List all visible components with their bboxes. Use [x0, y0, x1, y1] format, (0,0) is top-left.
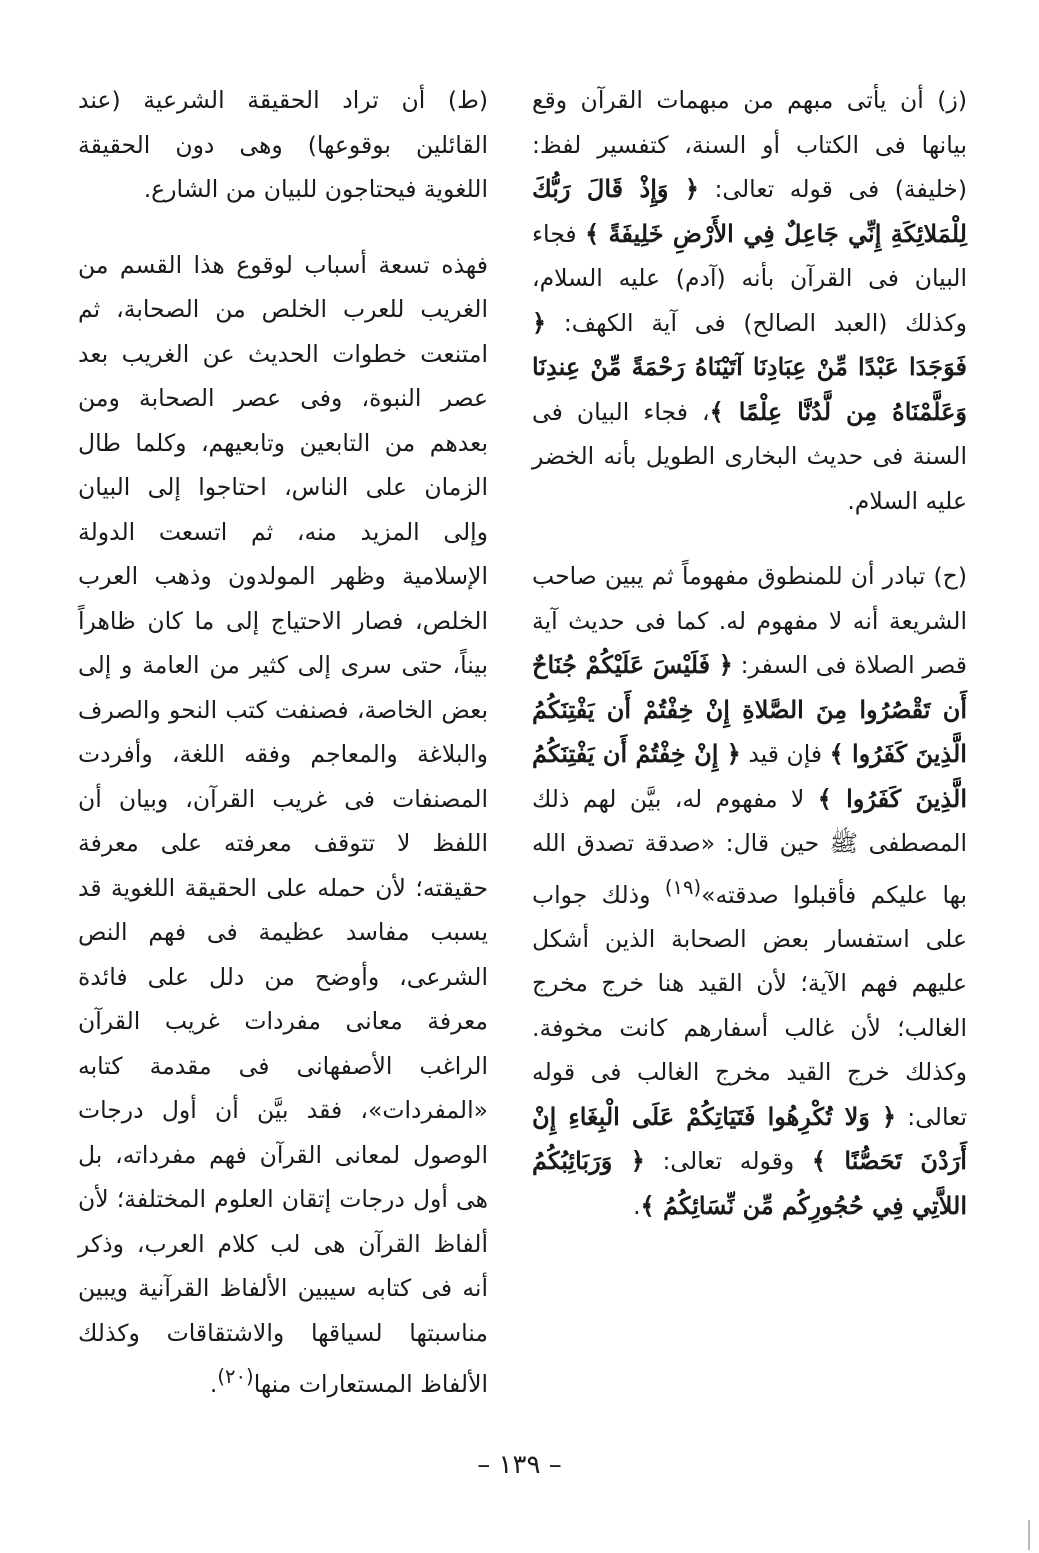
quran-verse: ﴿ وَرَبَائِبُكُمُ اللاَّتِي فِي حُجُورِكُم مِّن نِّسَائِكُمُ ﴾	[532, 1146, 967, 1220]
paragraph-conclusion	[78, 243, 488, 1407]
left-column	[78, 78, 488, 1406]
text-run: (ح) تبادر أن للمنطوق مفهوماً ثم يبين صاحب الشريعة أنه لا مفهوم له. كما فى حديث آية قصر الصلاة فى السفر:	[532, 562, 967, 679]
footnote-ref-20: (٢٠)	[217, 1365, 254, 1388]
footnote-ref-19: (١٩)	[664, 875, 702, 899]
text-run: .	[633, 1191, 641, 1220]
text-run: (ز) أن يأتى مبهم من مبهمات القرآن وقع بيانها فى الكتاب أو السنة، كتفسير لفظ: (خليفة) فى قوله تعالى:	[532, 86, 967, 203]
quran-verse: ﴿ فَوَجَدَا عَبْدًا مِّنْ عِبَادِنَا آتَيْنَاهُ رَحْمَةً مِّنْ عِندِنَا وَعَلَّمْنَاهُ مِن لَّدُنَّا عِلْمًا ﴾	[532, 307, 968, 426]
quran-verse: ﴿ فَلَيْسَ عَلَيْكُمْ جُنَاحٌ أَن تَقْصُرُوا مِنَ الصَّلاةِ إِنْ خِفْتُمْ أَن يَفْتِنَكُمُ الَّذِينَ كَفَرُوا ﴾	[532, 650, 967, 768]
text-run: فهذه تسعة أسباب لوقوع هذا القسم من الغريب للعرب الخلص من الصحابة، ثم امتنعت خطوات الحديث عن الغريب بعد عصر النبوة، وفى عصر الصحابة ومن بعدهم من التابعين وتابعيهم، وكلما طال الزمان على الناس، احتاجوا إلى البيان وإلى المزيد منه، ثم اتسعت الدولة الإسلامية وظهر المولدون وذهب العرب الخلص، فصار الاحتياج إلى ما كان ظاهراً بيناً، حتى سرى إلى كثير من العامة و إلى بعض الخاصة، فصنفت كتب النحو والصرف والبلاغة والمعاجم وفقه اللغة، وأفردت المصنفات فى غريب القرآن، وبيان أن اللفظ لا تتوقف معرفته على معرفة حقيقته؛ لأن حمله على الحقيقة اللغوية قد يسبب مفاسد عظيمة فى فهم النص الشرعى، وأوضح من دلل على فائدة معرفة معانى مفردات غريب القرآن الراغب الأصفهانى فى مقدمة كتابه «المفردات»، فقد بيَّن أن أول درجات الوصول لمعانى القرآن فهم مفرداته، بل هى أول درجات إتقان العلوم المختلفة؛ لأن ألفاظ القرآن هى لب كلام العرب، وذكر أنه فى كتابه سيبين الألفاظ القرآنية ويبين مناسبتها لسياقها والاشتقاقات وكذلك الألفاظ المستعارات منها	[78, 250, 488, 1398]
scan-edge-mark	[1028, 1520, 1030, 1550]
text-run: ، فجاء البيان فى السنة فى حديث البخارى الطويل بأنه الخضر عليه السلام.	[532, 397, 967, 515]
text-run: وذلك جواب على استفسار بعض الصحابة الذين أشكل عليهم فهم الآية؛ لأن القيد هنا خرج مخرج الغالب؛ لأن غالب أسفارهم كانت مخوفة. وكذلك خرج القيد مخرج الغالب فى قوله تعالى:	[532, 880, 967, 1131]
text-run: لا مفهوم له، بيَّن لهم ذلك المصطفى ﷺ حين قال: «صدقة تصدق الله بها عليكم فأقبلوا صدقته»	[532, 784, 967, 909]
right-column	[532, 78, 967, 1228]
paragraph-zay	[532, 78, 967, 523]
paragraph-ta: (ط) أن تراد الحقيقة الشرعية (عند القائلين بوقوعها) وهى دون الحقيقة اللغوية فيحتاجون للبيان من الشارع.	[78, 86, 488, 203]
quran-verse: ﴿ وَإِذْ قَالَ رَبُّكَ لِلْمَلائِكَةِ إِنِّي جَاعِلٌ فِي الأَرْضِ خَلِيفَةً ﴾	[532, 174, 967, 248]
text-run: فجاء البيان فى القرآن بأنه (آدم) عليه السلام، وكذلك (العبد الصالح) فى آية الكهف:	[532, 219, 967, 337]
text-run: فإن قيد	[748, 740, 823, 768]
paragraph-ha	[532, 554, 967, 1228]
text-run: وقوله تعالى:	[662, 1147, 795, 1176]
quran-verse: ﴿ إِنْ خِفْتُمْ أَن يَفْتِنَكُمُ الَّذِينَ كَفَرُوا ﴾	[532, 739, 967, 813]
page-number: – ١٣٩ –	[477, 1450, 562, 1480]
quran-verse: ﴿ وَلا تُكْرِهُوا فَتَيَاتِكُمْ عَلَى الْبِغَاءِ إِنْ أَرَدْنَ تَحَصُّنًا ﴾	[532, 1101, 967, 1176]
text-run: .	[209, 1369, 218, 1398]
